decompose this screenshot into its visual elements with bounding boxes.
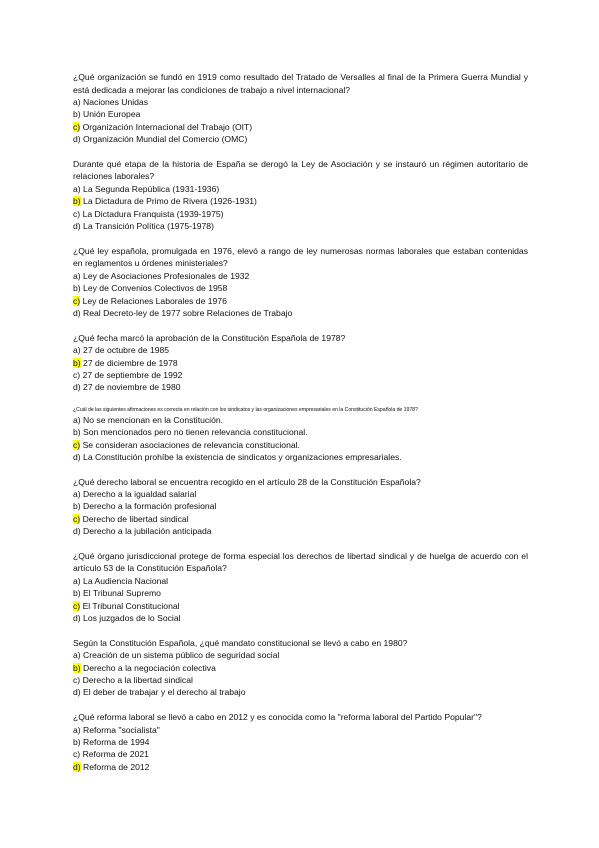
question-block: [73, 406, 528, 463]
option-letter: b): [73, 427, 81, 438]
option-text: Organización Internacional del Trabajo (OIT): [82, 121, 253, 132]
option-letter: a): [73, 345, 81, 356]
option-text: Creación de un sistema público de seguridad social: [83, 650, 280, 661]
option-text: Son mencionados pero no tienen relevancia constitucional.: [83, 427, 308, 438]
question-text: ¿Qué órgano jurisdiccional protege de forma especial los derechos de libertad sindical y de huelga de acuerdo con el artículo 53 de la Constitución Española?: [73, 550, 528, 574]
option-letter: a): [73, 184, 81, 195]
option-text: Derecho de libertad sindical: [82, 513, 189, 524]
option-text: Unión Europea: [83, 109, 141, 120]
answer-option: [73, 208, 528, 220]
answer-option: [73, 344, 528, 356]
option-letter: a): [73, 724, 81, 735]
correct-option-letter: c): [73, 513, 81, 524]
answer-option: [73, 96, 528, 108]
option-text: La Dictadura Franquista (1939-1975): [82, 208, 224, 219]
option-text: Derecho a la negociación colectiva: [83, 662, 216, 673]
option-letter: b): [73, 283, 81, 294]
option-text: Organización Mundial del Comercio (OMC): [83, 134, 248, 145]
question-block: [73, 637, 528, 699]
option-letter: a): [73, 489, 81, 500]
answer-option: [73, 761, 528, 773]
answer-option: [73, 133, 528, 145]
question-block: [73, 711, 528, 773]
correct-option-letter: b): [73, 357, 81, 368]
option-text: La Audiencia Nacional: [83, 576, 169, 587]
option-text: 27 de noviembre de 1980: [83, 382, 181, 393]
option-text: La Transición Política (1975-1978): [83, 220, 214, 231]
answer-option: [73, 357, 528, 369]
option-text: Se consideran asociaciones de relevancia constitucional.: [82, 439, 300, 450]
option-letter: d): [73, 451, 81, 462]
option-text: El Tribunal Supremo: [83, 588, 161, 599]
question-text: ¿Qué fecha marcó la aprobación de la Constitución Española de 1978?: [73, 332, 346, 343]
option-letter: a): [73, 270, 81, 281]
correct-option-letter: c): [73, 439, 81, 450]
question-block: [73, 550, 528, 624]
option-letter: d): [73, 382, 81, 393]
answer-option: [73, 381, 528, 393]
option-text: Reforma de 1994: [83, 736, 150, 747]
answer-option: [73, 426, 528, 438]
option-text: Derecho a la formación profesional: [83, 501, 217, 512]
answer-option: [73, 724, 528, 736]
answer-option: [73, 451, 528, 463]
option-letter: d): [73, 687, 81, 698]
option-text: Derecho a la jubilación anticipada: [83, 526, 212, 537]
question-text: ¿Qué derecho laboral se encuentra recogido en el artículo 28 de la Constitución Española?: [73, 476, 421, 487]
answer-option: [73, 307, 528, 319]
option-text: La Dictadura de Primo de Rivera (1926-1931): [83, 196, 257, 207]
answer-option: [73, 108, 528, 120]
correct-option-letter: c): [73, 121, 81, 132]
option-text: 27 de diciembre de 1978: [83, 357, 178, 368]
option-text: Los juzgados de lo Social: [83, 612, 181, 623]
question-text: Según la Constitución Española, ¿qué mandato constitucional se llevó a cabo en 1980?: [73, 637, 408, 648]
option-text: El deber de trabajar y el derecho al trabajo: [83, 687, 246, 698]
answer-option: [73, 488, 528, 500]
option-text: Ley de Convenios Colectivos de 1958: [83, 283, 228, 294]
option-text: 27 de octubre de 1985: [83, 345, 170, 356]
option-letter: d): [73, 220, 81, 231]
answer-option: [73, 587, 528, 599]
answer-option: [73, 612, 528, 624]
option-letter: a): [73, 576, 81, 587]
option-letter: a): [73, 414, 81, 425]
answer-option: [73, 195, 528, 207]
option-text: No se mencionan en la Constitución.: [83, 414, 224, 425]
option-text: La Constitución prohíbe la existencia de sindicatos y organizaciones empresariales.: [83, 451, 402, 462]
answer-option: [73, 525, 528, 537]
answer-option: [73, 369, 528, 381]
option-text: Ley de Asociaciones Profesionales de 1932: [83, 270, 250, 281]
question-text: ¿Qué ley española, promulgada en 1976, elevó a rango de ley numerosas normas laborales que estaban contenidas en reglamentos u órdenes ministeriales?: [73, 245, 528, 269]
correct-option-letter: c): [73, 600, 81, 611]
answer-option: [73, 662, 528, 674]
option-text: Reforma de 2012: [83, 761, 150, 772]
option-letter: c): [73, 369, 81, 380]
answer-option: [73, 513, 528, 525]
correct-option-letter: b): [73, 662, 81, 673]
option-letter: a): [73, 650, 81, 661]
correct-option-letter: c): [73, 295, 81, 306]
answer-option: [73, 674, 528, 686]
correct-option-letter: b): [73, 196, 81, 207]
option-text: Reforma de 2021: [82, 749, 149, 760]
option-letter: c): [73, 208, 81, 219]
option-letter: d): [73, 526, 81, 537]
quiz-content: [73, 71, 528, 785]
question-block: [73, 245, 528, 319]
option-text: Derecho a la igualdad salarial: [83, 489, 197, 500]
answer-option: [73, 649, 528, 661]
answer-option: [73, 270, 528, 282]
answer-option: [73, 282, 528, 294]
answer-option: [73, 736, 528, 748]
question-block: [73, 476, 528, 538]
option-text: Reforma "socialista": [83, 724, 160, 735]
option-text: La Segunda República (1931-1936): [83, 184, 220, 195]
option-text: Derecho a la libertad sindical: [82, 674, 193, 685]
answer-option: [73, 121, 528, 133]
answer-option: [73, 600, 528, 612]
question-block: [73, 332, 528, 394]
option-text: Real Decreto-ley de 1977 sobre Relaciones de Trabajo: [83, 307, 293, 318]
option-text: Naciones Unidas: [83, 97, 149, 108]
question-block: [73, 71, 528, 145]
option-letter: b): [73, 588, 81, 599]
question-text: ¿Qué reforma laboral se llevó a cabo en 2012 y es conocida como la "reforma laboral del Partido Popular"?: [73, 712, 482, 723]
option-letter: b): [73, 109, 81, 120]
option-letter: b): [73, 501, 81, 512]
answer-option: [73, 575, 528, 587]
option-letter: c): [73, 749, 81, 760]
option-letter: c): [73, 674, 81, 685]
answer-option: [73, 220, 528, 232]
answer-option: [73, 500, 528, 512]
question-text: ¿Cuál de las siguientes afirmaciones es correcta en relación con los sindicatos y las organizaciones empresariales en la Constitución Española de 1978?: [73, 406, 418, 413]
option-letter: d): [73, 134, 81, 145]
answer-option: [73, 439, 528, 451]
answer-option: [73, 183, 528, 195]
question-text: ¿Qué organización se fundó en 1919 como resultado del Tratado de Versalles al final de la Primera Guerra Mundial y está dedicada a mejorar las condiciones de trabajo a nivel internacional?: [73, 72, 528, 95]
answer-option: [73, 748, 528, 760]
correct-option-letter: d): [73, 761, 81, 772]
option-text: El Tribunal Constitucional: [82, 600, 180, 611]
option-text: Ley de Relaciones Laborales de 1976: [82, 295, 227, 306]
option-text: 27 de septiembre de 1992: [82, 369, 183, 380]
option-letter: d): [73, 307, 81, 318]
question-block: [73, 158, 528, 232]
answer-option: [73, 295, 528, 307]
option-letter: d): [73, 612, 81, 623]
question-text: Durante qué etapa de la historia de España se derogó la Ley de Asociación y se instauró un régimen autoritario de relaciones laborales?: [73, 158, 528, 182]
answer-option: [73, 686, 528, 698]
option-letter: a): [73, 97, 81, 108]
answer-option: [73, 414, 528, 426]
option-letter: b): [73, 736, 81, 747]
